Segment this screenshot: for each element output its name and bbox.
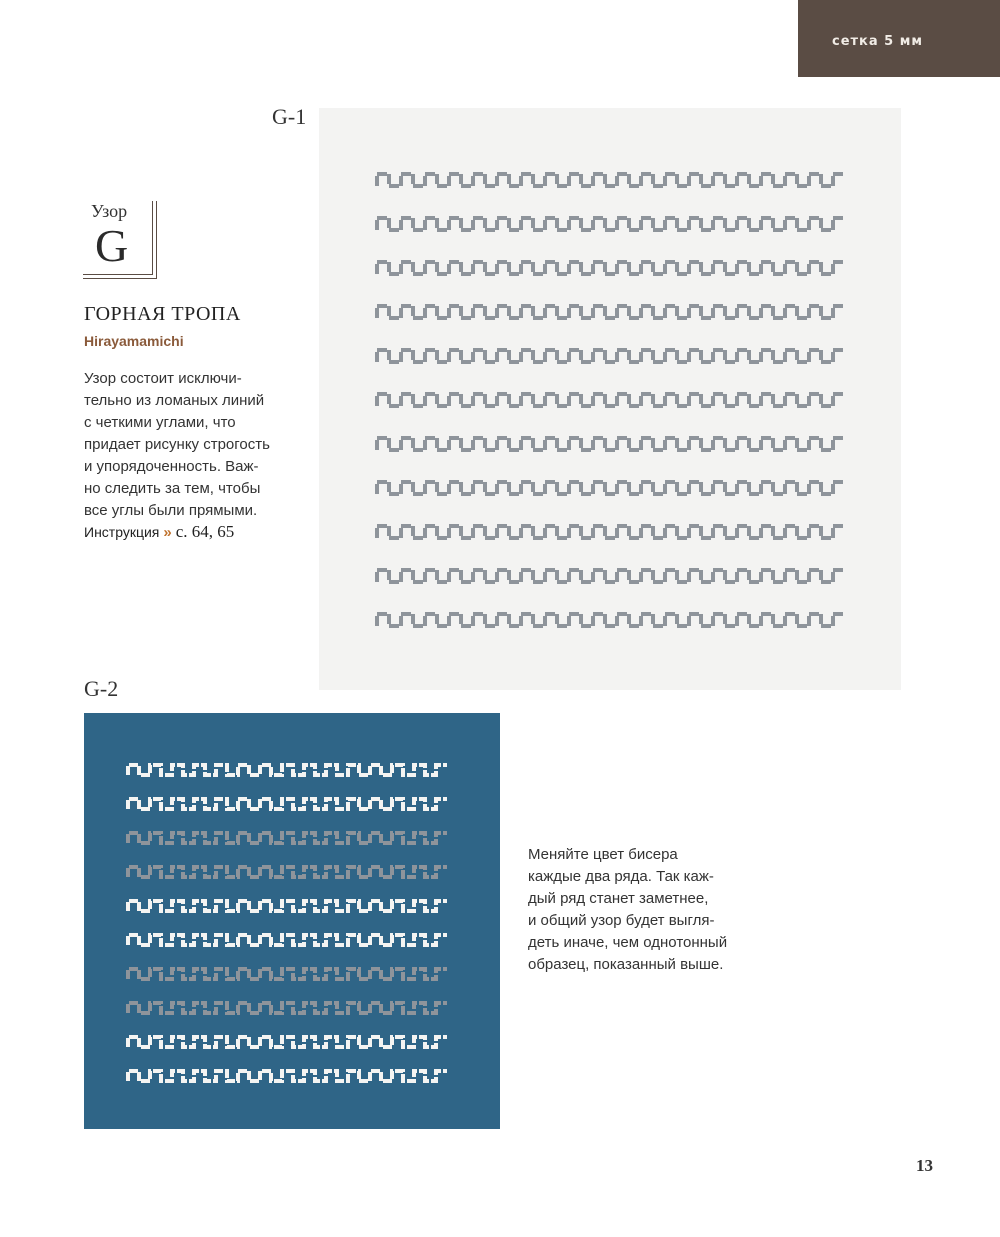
description-line: но следить за тем, чтобы (84, 480, 261, 497)
note-line: деть иначе, чем однотонный (528, 934, 728, 951)
description-line: Узор состоит исключи- (84, 370, 242, 387)
figure-label-g1: G-1 (272, 104, 307, 129)
badge-letter: G (95, 220, 129, 271)
double-chevron-icon: » (163, 523, 172, 541)
description-line: все углы были прямыми. (84, 502, 258, 519)
note-line: каждые два ряда. Так каж- (528, 868, 714, 885)
pattern-title: ГОРНАЯ ТРОПА (84, 303, 241, 325)
photo-g2-blue-fabric (84, 713, 500, 1129)
description-line: с четкими углами, что (84, 414, 236, 431)
description-line: и упорядоченность. Важ- (84, 458, 259, 475)
description-line: тельно из ломаных линий (84, 392, 265, 409)
instruction-pages: с. 64, 65 (175, 522, 235, 541)
instruction-reference (84, 522, 234, 542)
instruction-label: Инструкция (84, 524, 160, 540)
page-number: 13 (916, 1156, 933, 1175)
note-line: Меняйте цвет бисера (528, 846, 678, 863)
figure-label-g2: G-2 (84, 676, 119, 701)
badge-word: Узор (91, 201, 128, 221)
pattern-badge (83, 201, 153, 275)
pattern-subtitle: Hirayamamichi (84, 333, 184, 349)
pattern-description (84, 368, 304, 522)
note-line: образец, показанный выше. (528, 956, 724, 973)
note-line: дый ряд станет заметнее, (528, 890, 709, 907)
grid-size-tab (798, 0, 1000, 77)
grid-size-label: сетка 5 мм (831, 34, 923, 49)
note-line: и общий узор будет выгля- (528, 912, 715, 929)
photo-g1-white-fabric (319, 108, 901, 690)
description-line: придает рисунку строгость (84, 436, 270, 453)
variation-note (528, 844, 768, 976)
